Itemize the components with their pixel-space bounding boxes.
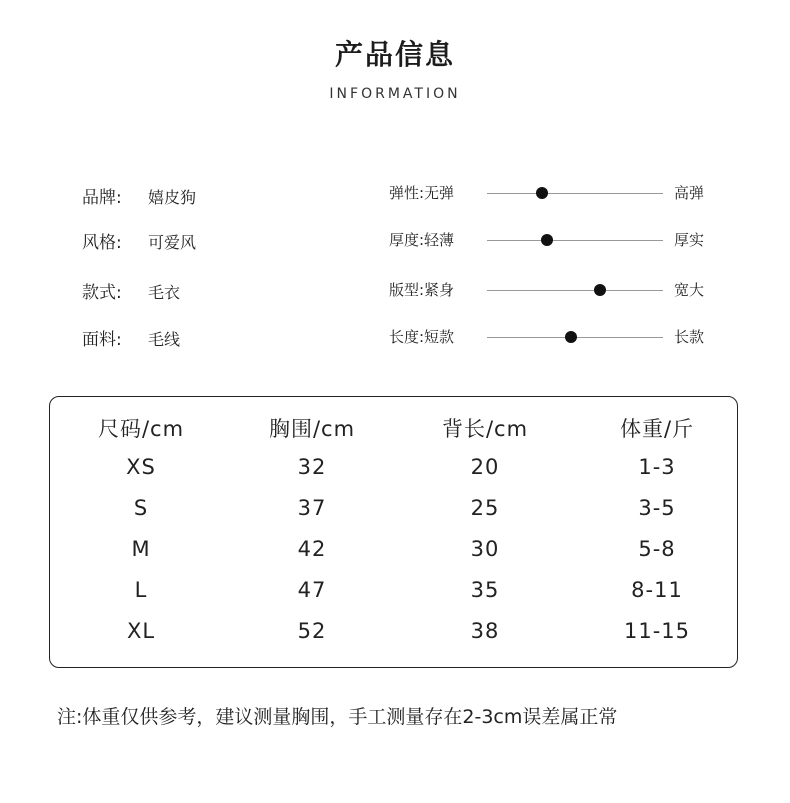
attribute-style	[82, 228, 196, 253]
scale-marker	[536, 187, 548, 199]
attribute-value: 毛线	[148, 330, 181, 349]
table-cell: L	[134, 578, 148, 602]
table-cell: XS	[126, 455, 156, 479]
table-cell: 52	[297, 619, 327, 643]
attribute-key: 款式:	[82, 283, 122, 303]
scale-elasticity	[389, 182, 719, 206]
table-cell: S	[133, 496, 149, 520]
scale-label: 版型:紧身	[389, 281, 455, 299]
table-header: 胸围/cm	[268, 417, 356, 441]
table-cell: 47	[297, 578, 327, 602]
scale-length	[389, 326, 719, 350]
table-cell: 30	[470, 537, 500, 561]
footnote: 注:体重仅供参考，建议测量胸围，手工测量存在2-3cm误差属正常	[57, 706, 618, 728]
table-header: 尺码/cm	[97, 417, 185, 441]
scale-right-label: 长款	[674, 328, 705, 346]
attribute-type	[82, 278, 180, 303]
table-cell: 1-3	[638, 455, 676, 479]
size-table	[49, 396, 738, 668]
table-cell: 25	[470, 496, 500, 520]
table-cell: XL	[126, 619, 156, 643]
table-cell: 3-5	[638, 496, 676, 520]
scale-label: 厚度:轻薄	[389, 231, 455, 249]
scale-marker	[594, 284, 606, 296]
page-title: 产品信息	[334, 38, 455, 71]
scale-right-label: 宽大	[674, 281, 705, 299]
table-cell: 11-15	[623, 619, 691, 643]
scale-fit	[389, 279, 719, 303]
scale-right-label: 高弹	[674, 184, 705, 202]
table-cell: 42	[297, 537, 327, 561]
scale-label: 长度:短款	[389, 328, 455, 346]
attribute-value: 嬉皮狗	[148, 188, 197, 207]
table-header: 体重/斤	[619, 417, 695, 441]
scale-label: 弹性:无弹	[389, 184, 455, 202]
scale-track	[487, 337, 663, 338]
attribute-brand	[82, 183, 196, 208]
table-cell: 38	[470, 619, 500, 643]
table-cell: M	[131, 537, 151, 561]
attribute-value: 可爱风	[148, 233, 197, 252]
scale-marker	[541, 234, 553, 246]
table-cell: 35	[470, 578, 500, 602]
table-cell: 8-11	[631, 578, 683, 602]
table-cell: 37	[297, 496, 327, 520]
page-subtitle: INFORMATION	[329, 86, 461, 102]
scale-right-label: 厚实	[674, 231, 705, 249]
scale-track	[487, 240, 663, 241]
table-header: 背长/cm	[441, 417, 529, 441]
table-cell: 20	[470, 455, 500, 479]
attribute-key: 品牌:	[82, 188, 122, 208]
attribute-key: 风格:	[82, 233, 122, 253]
scale-thickness	[389, 229, 719, 253]
attribute-key: 面料:	[82, 330, 122, 350]
attribute-value: 毛衣	[148, 283, 181, 302]
table-cell: 5-8	[638, 537, 676, 561]
scale-marker	[565, 331, 577, 343]
scale-track	[487, 290, 663, 291]
table-cell: 32	[297, 455, 327, 479]
scale-track	[487, 193, 663, 194]
attribute-fabric	[82, 325, 180, 350]
